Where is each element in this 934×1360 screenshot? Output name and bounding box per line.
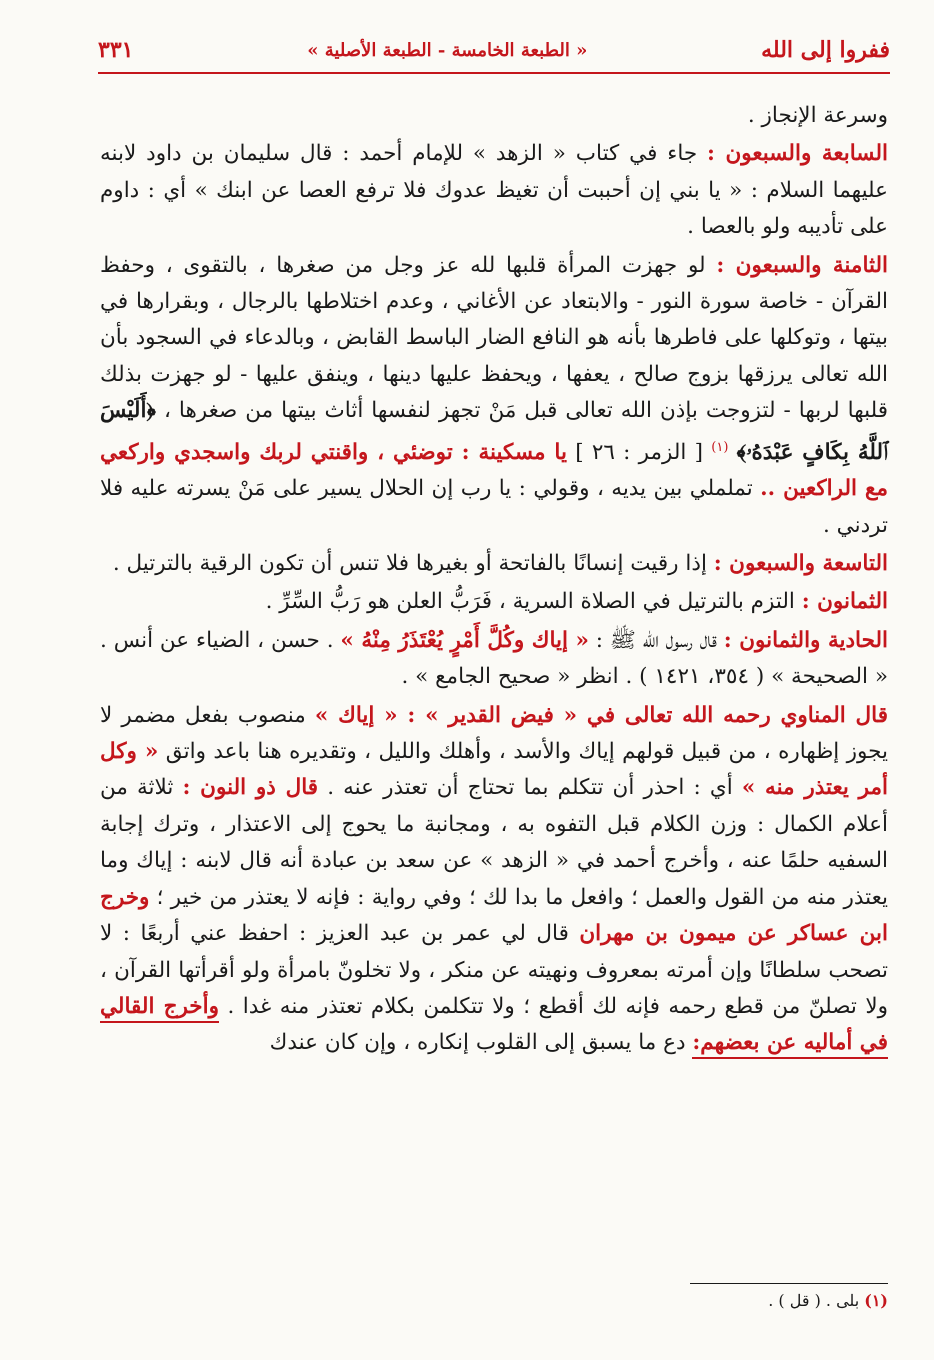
paragraph-81-text-b: . حسن ، الضياء عن أنس . « الصحيحة » ( ٣٥٤، ١٤٢١ ) . انظر « صحيح الجامع » . [100, 627, 888, 690]
header-divider [98, 72, 890, 74]
paragraph-80 [100, 584, 888, 620]
munawi-text-e: ثلاثة من أعلام الكمال : وزن الكلام قبل التفوه به ، ومجانبة ما يحوج إلى الاعتذار ، وترك إجابة السفيه حلمًا عنه ، وأخرج أحمد في « الزهد » عن سعد بن عبادة أنه قال لابنه : إياك وما يعتذر منه من القول والعمل ؛ وافعل ما بدا لك ؛ وفي رواية : فإنه لا يعتذر من خير ؛ [100, 775, 888, 910]
book-title: ففروا إلى الله [761, 37, 890, 63]
footnote-text: بلى . ( قل ) . [768, 1291, 865, 1310]
paragraph-77-label: السابعة والسبعون : [707, 141, 888, 167]
paragraph-munawi [100, 698, 888, 1062]
munawi-text-i: دع ما يسبق إلى القلوب إنكاره ، وإن كان عندك [269, 1030, 693, 1056]
paragraph-78-label: الثامنة والسبعون : [716, 252, 889, 278]
munawi-quote: « وكل أمر يعتذر منه » [100, 739, 888, 801]
dhun-nun-label: قال ذو النون : [182, 775, 319, 801]
munawi-text-a: منصوب بفعل مضمر لا يجوز إظهاره ، من قبيل قولهم إياك والأسد ، وأهلك والليل ، وتقديره هنا باعد واتق [100, 702, 888, 765]
paragraph-79-label: التاسعة والسبعون : [713, 551, 888, 577]
main-text [100, 98, 888, 1064]
munawi-text-c: أي : احذر أن تتكلم بما تحتاج أن تعتذر عنه . [318, 775, 742, 801]
page-header [98, 30, 890, 70]
paragraph-79 [100, 546, 888, 582]
hadith-quote: « إياك وكُلَّ أَمْرٍ يُعْتَذَرُ مِنْهُ » [340, 627, 589, 653]
munawi-label: قال المناوي رحمه الله تعالى في « فيض القدير » : « إياك » [314, 702, 889, 728]
paragraph-78-text: لو جهزت المرأة قلبها لله عز وجل من صغرها ، بالتقوى ، وحفظ القرآن - خاصة سورة النور - والابتعاد عن الأغاني ، وعدم اختلاطها بالرجال ، وبقرارها في بيتها ، وتوكلها على فاطرها بأنه هو النافع الضار الباسط القابض ، وبالدعاء في السجود بأن الله تعالى يرزقها بزوج صالح ، يعفها ، ويحفظ عليها دينها ، وينفق عليها - لو جهزت بذلك قلبها لربها - لتزوجت بإذن الله تعالى قبل مَنْ تجهز لنفسها أثاث بيتها من صغرها ، [100, 252, 888, 424]
qali-label: وأخرج القالي في أماليه عن بعضهم: [100, 994, 888, 1059]
edition-label: « الطبعة الخامسة - الطبعة الأصلية » [307, 39, 588, 61]
paragraph-81-text-a: قال رسول الله ﷺ : [588, 627, 724, 653]
paragraph-78 [100, 248, 888, 544]
paragraph-80-text: التزم بالترتيل في الصلاة السرية ، فَرَبُّ العلن هو رَبُّ السِّرِّ . [265, 589, 802, 615]
munawi-text-g: قال لي عمر بن عبد العزيز : احفظ عني أربعًا : لا تصحب سلطانًا وإن أمرته بمعروف ونهيته عن منكر ، ولا تخلونّ بامرأة ولو أقرأتها القرآن ، ولا تصلنّ من قطع رحمه فإنه لك أقطع ؛ ولا تتكلمن بكلام تعتذر منه غدا . [100, 921, 888, 1019]
paragraph-80-label: الثمانون : [801, 589, 888, 615]
paragraph-intro [100, 98, 888, 134]
paragraph-78-highlight: يا مسكينة : توضئي ، واقنتي لربك واسجدي واركعي مع الراكعين .. [100, 439, 888, 502]
quran-verse: ﴿أَلَيْسَ ٱللَّهُ بِكَافٍ عَبْدَهُۥ﴾ [100, 398, 888, 465]
footnote [768, 1291, 888, 1310]
paragraph-81-label: الحادية والثمانون : [723, 627, 889, 653]
footnote-mark: (١) [864, 1291, 888, 1310]
paragraph-77-text: جاء في كتاب « الزهد » للإمام أحمد : قال سليمان بن داود لابنه عليهما السلام : « يا بني إن أحببت أن تغيظ عدوك فلا ترفع العصا عن ابنك » أي : داوم على تأديبه ولو بالعصا . [100, 141, 888, 240]
ibn-asakir-label: وخرج ابن عساكر عن ميمون بن مهران [100, 884, 888, 947]
page-number: ٣٣١ [98, 37, 134, 63]
paragraph-77 [100, 136, 888, 245]
paragraph-79-text: إذا رقيت إنسانًا بالفاتحة أو بغيرها فلا تنس أن تكون الرقية بالترتيل . [112, 551, 714, 577]
verse-citation: [ الزمر : ٢٦ ] [566, 439, 712, 465]
paragraph-81 [100, 623, 888, 696]
paragraph-78-tail: تململي بين يديه ، وقولي : يا رب إن الحلال يسير على مَنْ يسرته عليه فلا تردني . [100, 476, 888, 538]
footnote-ref[interactable]: (١) [711, 439, 729, 455]
footnote-divider [690, 1283, 888, 1284]
intro-text: وسرعة الإنجاز . [747, 103, 888, 128]
